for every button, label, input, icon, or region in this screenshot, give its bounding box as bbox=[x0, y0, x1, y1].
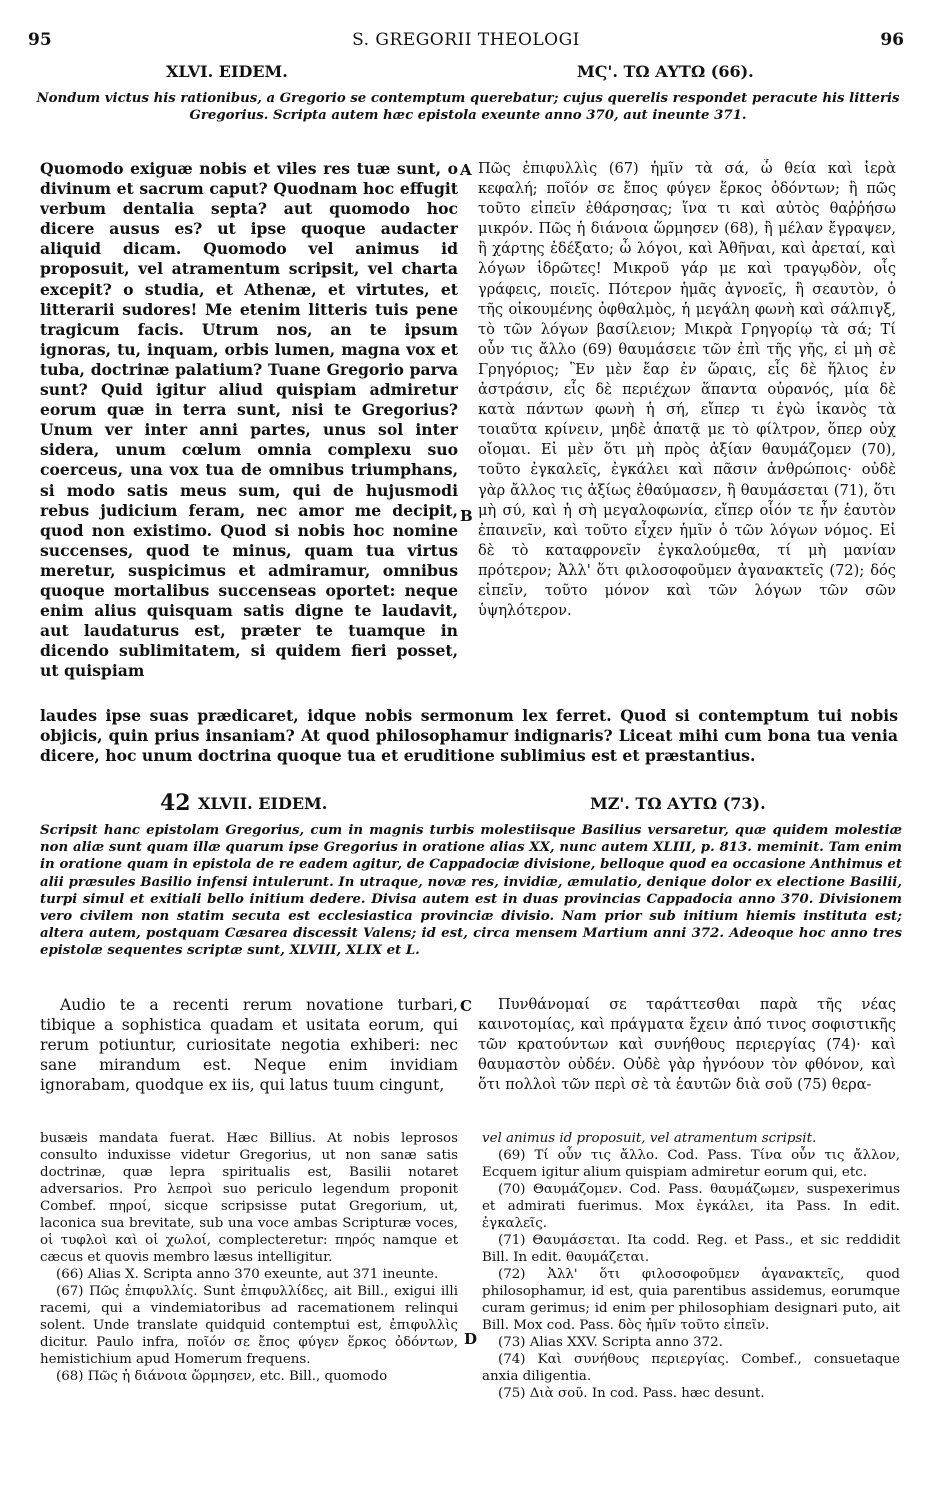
margin-marker-b: B bbox=[460, 507, 473, 525]
margin-marker-c: C bbox=[460, 997, 472, 1015]
running-title: S. GREGORII THEOLOGI bbox=[352, 30, 580, 50]
letter2-argument: Scripsit hanc epistolam Gregorius, cum in magnis turbis molestiisque Basilius versaretur, quæ quidem molestiæ non aliæ sunt quam illæ quarum ipse Gregorius in oratione alias XX, nunc autem XLIII, p. 813. meminit. Tam enim in oratione quam in epistola de re eadem agitur, de Cappadociæ divisione, belloque quod ea occasione Anthimus et alii præsules Basilio infensi intulerunt. In utraque, novæ res, invidiæ, æmulatio, denique dolor ex electione Basilii, turpi simul et exitiali bello initium dedere. Divisa autem est in duas provincias Cappadocia anno 370. Divisionem vero civilem non statim secuta est ecclesiastica provinciæ divisio. Nam prior sub initium hiemis instituta est; altera autem, postquam Cæsarea discessit Valens; id est, circa mensem Martium anni 372. Adeoque hoc anno tres epistolæ sequentes scriptæ sunt, XLVIII, XLIX et L. bbox=[40, 823, 902, 959]
letter1-argument: Nondum victus his rationibus, a Gregorio se contemptum querebatur; cujus querelis respondet peracute his litteris Gregorius. Scripta autem hæc epistola exeunte anno 370, aut ineunte 371. bbox=[36, 91, 900, 124]
footnotes-left bbox=[40, 1130, 458, 1495]
footnote-item: (68) Πῶς ἡ διάνοια ὥρμησεν, etc. Bill., quomodo bbox=[56, 1369, 388, 1384]
letter1-latin-text: Quomodo exiguæ nobis et viles res tuæ sunt, o divinum et sacrum caput? Quodnam hoc effugit verbum dentalia septa? aut quomodo hoc dicere ausus es? ut ipse quoque audacter aliquid dicam. Quomodo vel animus id proposuit, vel atramentum scripsit, vel charta excepit? o studia, et Athenæ, et virtutes, et litterarii sudores! Me etenim litteris tuis pene tragicum facis. Utrum nos, an te ipsum ignoras, tu, inquam, orbis lumen, magna vox et tuba, doctrinæ palatium? Tuane Gregorio parva sunt? Quid igitur aliud quispiam admiretur eorum quæ in terra sunt, nisi te Gregorius? Unum ver inter anni partes, unus sol inter sidera, unum cœlum omnia complexu suo coerceus, una vox tua de omnibus triumphans, si modo satis meus sum, qui de hujusmodi rebus judicium feram, nec amor me decipit, quod non existimo. Quod si nobis hoc nomine succenses, quod te minus, quam tua virtus meretur, suspicimus et admiramur, omnibus quoque mortalibus succenseas oportet: neque enim alius quisquam satis digne te laudavit, aut laudaturus est, præter te tuamque in dicendo sublimitatem, si quidem fieri posset, ut quispiam bbox=[40, 159, 458, 681]
letter2-greek-heading: ΜΖ'. ΤΩ ΑΥΤΩ (73). bbox=[590, 794, 766, 813]
footnote-item: vel animus id proposuit, vel atramentum scripsit. bbox=[482, 1131, 817, 1146]
footnote-item: (69) Τί οὖν τις ἄλλο. Cod. Pass. Τίνα οὖν τις ἄλλον, Ecquem igitur alium quispiam admiretur eorum qui, etc. bbox=[482, 1148, 900, 1180]
footnote-item: (67) Πῶς ἐπιφυλλίς. Sunt ἐπιφυλλίδες, ait Bill., exigui illi racemi, qui a vindemiatoribus ad racemationem relinqui solent. Unde translate quidquid contemptui est, ἐπιφυλλὶς dicitur. Paulo infra, ποῖόν σε ἔπος φύγεν ἕρκος ὀδόντων, hemistichium apud Homerum frequens. bbox=[40, 1284, 458, 1367]
letter1-greek-heading: ΜϚ'. ΤΩ ΑΥΤΩ (66). bbox=[577, 62, 754, 81]
letter1-latin-heading: XLVI. EIDEM. bbox=[166, 62, 288, 81]
letter1-latin-continuation: laudes ipse suas prædicaret, idque nobis sermonum lex ferret. Quod si contemptum tui nobis objicis, quin prius insaniam? At quod philosophamur indignaris? Liceat mihi cum bona tua venia dicere, hoc unum doctrina quoque tua et eruditione sublimius est et præstantius. bbox=[40, 706, 898, 766]
letter2-latin-text: Audio te a recenti rerum novatione turbari, tibique a sophistica quadam et usitata eorum, qui rerum potiuntur, curiositate negotia exhiberi: nec sane mirandum est. Neque enim invidiam ignorabam, quodque ex iis, qui latus tuum cingunt, bbox=[40, 996, 458, 1095]
letter2-latin-heading: XLVII. EIDEM. bbox=[198, 794, 328, 813]
page-number-right: 96 bbox=[880, 30, 904, 50]
page-number-left: 95 bbox=[28, 30, 52, 50]
footnote-item: busæis mandata fuerat. Hæc Billius. At nobis leprosos consulto induxisse videtur Gregorius, ut non sanæ satis doctrinæ, quæ lepra spiritualis est, Basilii notaret adversarios. Pro λεπροὶ suo periculo legendum proponit Combef. πηροί, sicque scripsisse putat Gregorium, ut, laconica sua brevitate, sub una voce ambas Scripturæ voces, οἱ τυφλοὶ καὶ οἱ χωλοί, complecteretur: πηρός namque et cæcus et quovis membro læsus intelligitur. bbox=[40, 1131, 458, 1265]
footnotes-right bbox=[482, 1130, 900, 1495]
footnote-item: (75) Διὰ σοῦ. In cod. Pass. hæc desunt. bbox=[498, 1386, 765, 1401]
footnote-item: (72) Ἀλλ' ὅτι φιλοσοφοῦμεν ἀγανακτεῖς, quod philosophamur, id est, quia parentibus assidemus, eorumque curam gerimus; id enim per philosophiam designari puto, ait Bill. Mox cod. Pass. δὸς ἡμῖν τοῦτο εἰπεῖν. bbox=[482, 1267, 900, 1333]
running-head bbox=[28, 30, 904, 52]
footnote-item: (74) Καὶ συνήθους περιεργίας. Combef., consuetaque anxia diligentia. bbox=[482, 1352, 900, 1384]
letter2-greek-text: Πυνθάνομαί σε ταράττεσθαι παρὰ τῆς νέας καινοτομίας, καὶ πράγματα ἔχειν ἀπό τινος σοφιστικῆς τῶν κρατούντων καὶ συνήθους περιεργίας (74)· καὶ θαυμαστὸν οὐδέν. Οὐδὲ γὰρ ἠγνόουν τὸν φθόνον, καὶ ὅτι πολλοὶ τῶν περὶ σὲ τὰ ἑαυτῶν διὰ σοῦ (75) θερα- bbox=[478, 996, 896, 1094]
footnote-item: (66) Alias X. Scripta anno 370 exeunte, aut 371 ineunte. bbox=[56, 1267, 439, 1282]
margin-marker-d: D bbox=[464, 1330, 478, 1348]
letter-number: 42 bbox=[160, 790, 191, 816]
footnote-item: (73) Alias XXV. Scripta anno 372. bbox=[498, 1335, 723, 1350]
margin-marker-a: A bbox=[460, 161, 472, 179]
footnote-item: (70) Θαυμάζομεν. Cod. Pass. θαυμάζωμεν, suspexerimus et admirati fuerimus. Mox ἐγκάλει, ita Pass. In edit. ἐγκαλεῖς. bbox=[482, 1182, 900, 1231]
footnote-item: (71) Θαυμάσεται. Ita codd. Reg. et Pass., et sic reddidit Bill. In edit. θαυμάζεται. bbox=[482, 1233, 900, 1265]
letter1-greek-text: Πῶς ἐπιφυλλὶς (67) ἡμῖν τὰ σά, ὦ θεία καὶ ἱερὰ κεφαλή; ποῖόν σε ἔπος φύγεν ἕρκος ὀδόντων; ἢ πῶς τοῦτο εἰπεῖν ἐθάρσησας; ἵνα τι καὶ αὐτὸς θαῤῥήσω μικρόν. Πῶς ἡ διάνοια ὥρμησεν (68), ἢ μέλαν ἔγραψεν, ἢ χάρτης ἐδέξατο; ὦ λόγοι, καὶ Ἀθῆναι, καὶ ἀρεταί, καὶ λόγων ἱδρῶτες! Μικροῦ γάρ με καὶ τραγῳδὸν, οἷς γράφεις, ποιεῖς. Πότερον ἡμᾶς ἀγνοεῖς, ἢ σεαυτὸν, ὁ τῆς οἰκουμένης ὀφθαλμὸς, ἡ μεγάλη φωνὴ καὶ σάλπιγξ, τὸ τῶν λόγων βασίλειον; Μικρὰ Γρηγορίῳ τὰ σά; Τί οὖν τις ἄλλο (69) θαυμάσειε τῶν ἐπὶ τῆς γῆς, εἰ μὴ σὲ Γρηγόριος; Ἓν μὲν ἔαρ ἐν ὥραις, εἷς δὲ ἥλιος ἐν ἀστράσιν, εἷς δὲ περιέχων ἅπαντα οὐρανός, μία δὲ κατὰ πάντων φωνὴ ἡ σή, εἴπερ τι ἐγὼ ἱκανὸς τὰ τοιαῦτα κρίνειν, μηδὲ ἀπατᾷ με τὸ φίλτρον, ὅπερ οὐχ οἴομαι. Εἰ μὲν ὅτι μὴ πρὸς ἀξίαν θαυμάζομεν (70), τοῦτο ἐγκαλεῖς, ἐγκάλει καὶ πᾶσιν ἀνθρώποις· οὐδὲ γὰρ ἄλλος τις ἀξίως ἐθαύμασεν, ἢ θαυμάσεται (71), ὅτι μὴ σύ, καὶ ἡ σὴ μεγαλοφωνία, εἴπερ οἷόν τε ἦν ἑαυτὸν ἐπαινεῖν, καὶ τοῦτο εἶχεν ἡμῖν ὁ τῶν λόγων νόμος. Εἰ δὲ τὸ καταφρονεῖν ἐγκαλούμεθα, τί μὴ μανίαν πρότερον; Ἀλλ' ὅτι φιλοσοφοῦμεν ἀγανακτεῖς (72); δός εἰπεῖν, τοῦτο μόνον καὶ τῶν λόγων τῶν σῶν ὑψηλότερον. bbox=[478, 160, 896, 620]
